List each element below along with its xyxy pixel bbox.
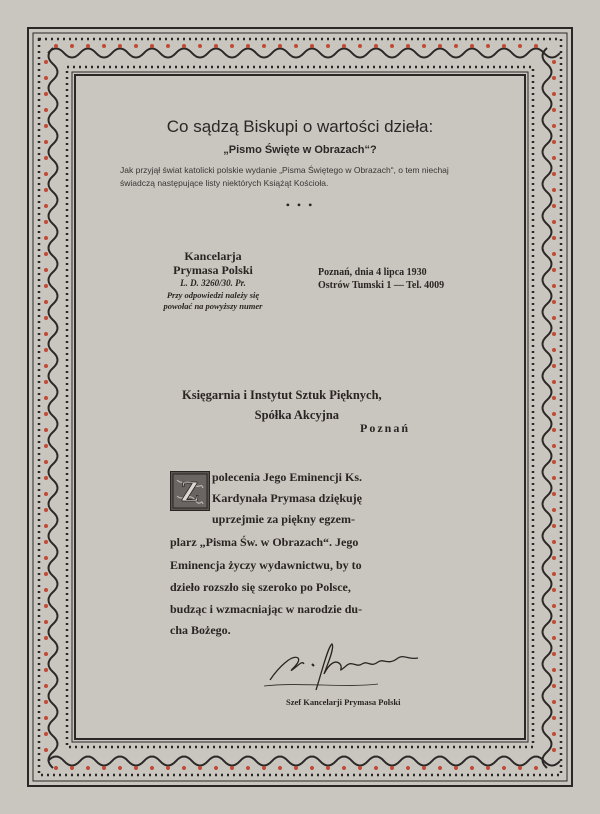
- border-red-dot: [86, 766, 90, 770]
- border-red-dot: [552, 524, 556, 528]
- border-red-dot: [422, 766, 426, 770]
- border-red-dot: [44, 76, 48, 80]
- body-line: cha Bożego.: [170, 623, 231, 637]
- body-line: uprzejmie za piękny egzem-: [212, 512, 355, 526]
- border-red-dot: [374, 44, 378, 48]
- border-red-dot: [44, 396, 48, 400]
- border-red-dot: [44, 636, 48, 640]
- border-red-dot: [326, 44, 330, 48]
- border-red-dot: [552, 748, 556, 752]
- border-red-dot: [44, 700, 48, 704]
- border-red-dot: [44, 252, 48, 256]
- border-red-dot: [552, 332, 556, 336]
- border-red-dot: [166, 766, 170, 770]
- border-red-dot: [44, 364, 48, 368]
- border-red-dot: [552, 620, 556, 624]
- recipient-city: Poznań: [360, 421, 411, 435]
- border-red-dot: [552, 652, 556, 656]
- border-red-dot: [552, 476, 556, 480]
- border-red-dot: [54, 44, 58, 48]
- border-red-dot: [552, 60, 556, 64]
- border-red-dot: [150, 766, 154, 770]
- office-line: Kancelarja: [184, 249, 242, 263]
- border-red-dot: [166, 44, 170, 48]
- border-red-dot: [486, 766, 490, 770]
- border-red-dot: [134, 766, 138, 770]
- border-red-dot: [552, 636, 556, 640]
- border-red-dot: [552, 380, 556, 384]
- border-red-dot: [552, 236, 556, 240]
- border-red-dot: [262, 766, 266, 770]
- border-red-dot: [552, 540, 556, 544]
- border-red-dot: [552, 732, 556, 736]
- border-red-dot: [502, 44, 506, 48]
- border-vine-top: [48, 49, 560, 58]
- border-red-dot: [230, 44, 234, 48]
- border-red-dot: [552, 300, 556, 304]
- border-red-dot: [534, 44, 538, 48]
- border-red-dot: [534, 766, 538, 770]
- border-red-dot: [552, 188, 556, 192]
- border-red-dot: [54, 766, 58, 770]
- intro-text: [120, 164, 449, 190]
- border-red-dot: [406, 766, 410, 770]
- intro-line: świadczą następujące listy niektórych Książąt Kościoła.: [120, 178, 329, 188]
- border-red-dot: [44, 92, 48, 96]
- border-red-dot: [552, 252, 556, 256]
- page-subtitle: „Pismo Święte w Obrazach“?: [223, 144, 377, 156]
- border-red-dot: [70, 44, 74, 48]
- border-red-dot: [470, 766, 474, 770]
- border-red-dot: [552, 700, 556, 704]
- border-red-dot: [374, 766, 378, 770]
- body-line: dzieło rozszło się szeroko po Polsce,: [170, 580, 351, 594]
- border-red-dot: [406, 44, 410, 48]
- border-red-dot: [44, 220, 48, 224]
- border-red-dot: [44, 412, 48, 416]
- border-red-dot: [44, 748, 48, 752]
- border-red-dot: [438, 44, 442, 48]
- border-red-dot: [262, 44, 266, 48]
- office-line: Prymasa Polski: [173, 263, 253, 277]
- border-red-dot: [358, 44, 362, 48]
- border-red-dot: [44, 476, 48, 480]
- border-red-dot: [246, 44, 250, 48]
- border-red-dot: [44, 540, 48, 544]
- border-red-dot: [486, 44, 490, 48]
- border-red-dot: [214, 44, 218, 48]
- border-red-dot: [454, 44, 458, 48]
- decorated-initial-z: [170, 471, 210, 511]
- border-red-dot: [552, 604, 556, 608]
- border-red-dot: [342, 766, 346, 770]
- border-red-dot: [44, 620, 48, 624]
- reference-number: L. D. 3260/30. Pr.: [180, 278, 246, 288]
- border-red-dot: [198, 44, 202, 48]
- border-red-dot: [44, 428, 48, 432]
- border-vine-right: [543, 48, 552, 768]
- signature-title: Szef Kancelarji Prymasa Polski: [286, 697, 401, 707]
- border-red-dot: [552, 316, 556, 320]
- border-red-dot: [44, 652, 48, 656]
- body-line: Eminencja życzy wydawnictwu, by to: [170, 558, 362, 572]
- border-red-dot: [44, 108, 48, 112]
- border-red-dot: [342, 44, 346, 48]
- border-red-dot: [390, 766, 394, 770]
- border-red-dot: [438, 766, 442, 770]
- border-red-dot: [294, 766, 298, 770]
- reply-note: [132, 290, 294, 312]
- border-red-dot: [518, 766, 522, 770]
- intro-line: Jak przyjął świat katolicki polskie wydanie „Pisma Świętego w Obrazach“, o tem niechaj: [120, 165, 449, 175]
- border-red-dot: [246, 766, 250, 770]
- reply-note-line: Przy odpowiedzi należy się: [166, 290, 260, 300]
- initial-ornament-icon: [171, 472, 209, 510]
- border-red-dot: [552, 268, 556, 272]
- border-red-dot: [552, 572, 556, 576]
- border-red-dot: [278, 44, 282, 48]
- border-red-dot: [44, 444, 48, 448]
- border-red-dot: [86, 44, 90, 48]
- border-red-dot: [44, 60, 48, 64]
- border-red-dot: [44, 716, 48, 720]
- border-red-dot: [422, 44, 426, 48]
- border-red-dot: [518, 44, 522, 48]
- border-red-dot: [326, 766, 330, 770]
- border-red-dot: [44, 460, 48, 464]
- border-red-dot: [552, 556, 556, 560]
- border-red-dot: [552, 76, 556, 80]
- border-red-dot: [182, 44, 186, 48]
- border-red-dot: [552, 588, 556, 592]
- border-red-dot: [102, 766, 106, 770]
- border-red-dot: [44, 332, 48, 336]
- border-red-dot: [552, 444, 556, 448]
- border-red-dot: [44, 508, 48, 512]
- border-red-dot: [552, 428, 556, 432]
- border-red-dot: [44, 524, 48, 528]
- border-red-dot: [552, 412, 556, 416]
- date-line: Poznań, dnia 4 lipca 1930: [318, 267, 427, 278]
- border-red-dot: [552, 284, 556, 288]
- border-red-dot: [118, 44, 122, 48]
- body-line: plarz „Pisma Św. w Obrazach“. Jego: [170, 535, 359, 549]
- border-red-dot: [44, 284, 48, 288]
- border-red-dot: [278, 766, 282, 770]
- border-red-dot: [552, 492, 556, 496]
- border-red-dot: [214, 766, 218, 770]
- border-red-dot: [44, 172, 48, 176]
- border-red-dot: [134, 44, 138, 48]
- border-red-dot: [454, 766, 458, 770]
- border-red-dot: [552, 156, 556, 160]
- body-line: Kardynała Prymasa dziękuję: [212, 491, 362, 505]
- border-red-dot: [470, 44, 474, 48]
- border-red-dot: [44, 348, 48, 352]
- border-red-dot: [44, 380, 48, 384]
- address-line: Ostrów Tumski 1 — Tel. 4009: [318, 280, 445, 291]
- border-red-dot: [198, 766, 202, 770]
- reply-note-line: powołać na powyższy numer: [163, 301, 263, 311]
- border-red-dot: [44, 156, 48, 160]
- border-red-dot: [294, 44, 298, 48]
- border-red-dot: [358, 766, 362, 770]
- initial-letter: Z: [180, 477, 200, 508]
- border-red-dot: [552, 108, 556, 112]
- recipient-line-1: Księgarnia i Instytut Sztuk Pięknych,: [182, 388, 382, 402]
- border-red-dot: [390, 44, 394, 48]
- recipient-line-2: Spółka Akcyjna: [254, 408, 340, 422]
- border-red-dot: [182, 766, 186, 770]
- border-red-dot: [44, 236, 48, 240]
- border-vine-bottom: [48, 757, 560, 766]
- border-red-dot: [310, 766, 314, 770]
- border-red-dot: [502, 766, 506, 770]
- border-red-dot: [44, 732, 48, 736]
- border-red-dot: [44, 684, 48, 688]
- border-red-dot: [44, 492, 48, 496]
- border-red-dot: [552, 460, 556, 464]
- recipient-address: [182, 385, 382, 425]
- border-red-dot: [102, 44, 106, 48]
- border-red-dot: [230, 766, 234, 770]
- border-red-dot: [44, 300, 48, 304]
- border-red-dot: [552, 684, 556, 688]
- border-red-dot: [44, 316, 48, 320]
- border-red-dot: [552, 396, 556, 400]
- border-red-dot: [150, 44, 154, 48]
- border-red-dot: [552, 716, 556, 720]
- border-red-dot: [44, 268, 48, 272]
- border-red-dot: [118, 766, 122, 770]
- body-line: polecenia Jego Eminencji Ks.: [212, 470, 362, 484]
- border-red-dot: [552, 348, 556, 352]
- border-red-dot: [44, 572, 48, 576]
- border-red-dot: [310, 44, 314, 48]
- border-red-dot: [552, 220, 556, 224]
- border-red-dot: [44, 668, 48, 672]
- border-red-dot: [44, 604, 48, 608]
- body-line: budząc i wzmacniając w narodzie du-: [170, 602, 363, 616]
- handwritten-signature: [258, 638, 428, 696]
- letterhead-office: [132, 249, 294, 277]
- border-red-dot: [44, 188, 48, 192]
- border-red-dot: [44, 588, 48, 592]
- border-red-dot: [552, 668, 556, 672]
- border-red-dot: [552, 172, 556, 176]
- page-title: Co sądzą Biskupi o wartości dzieła:: [166, 117, 434, 136]
- separator-dots: • • •: [285, 198, 315, 212]
- border-red-dot: [552, 364, 556, 368]
- border-red-dot: [552, 508, 556, 512]
- border-red-dot: [44, 556, 48, 560]
- border-red-dot: [552, 92, 556, 96]
- border-red-dot: [70, 766, 74, 770]
- border-vine-left: [49, 48, 58, 768]
- letter-date: [318, 266, 444, 292]
